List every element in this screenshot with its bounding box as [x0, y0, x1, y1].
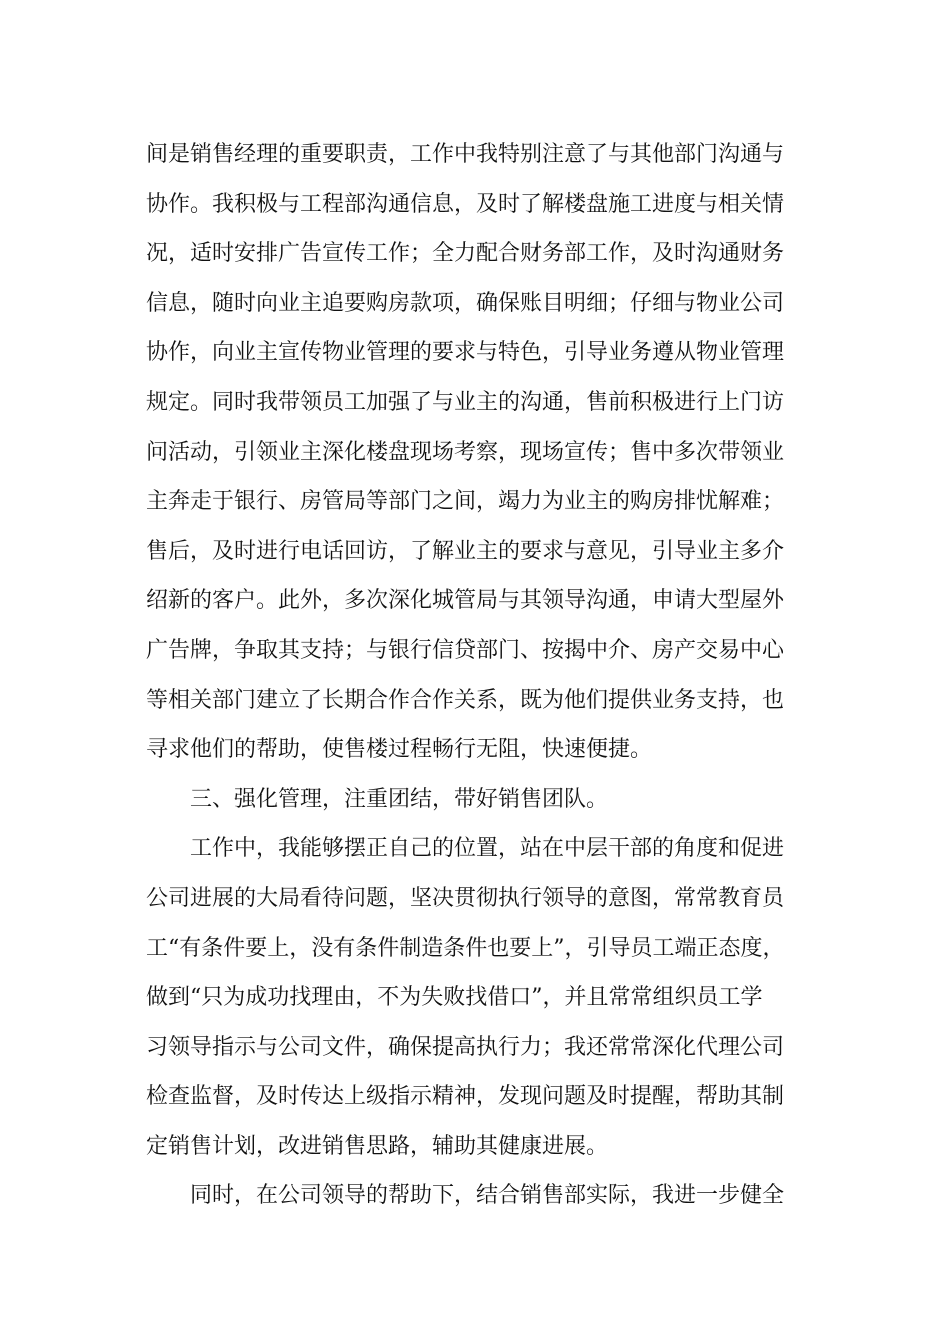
text-line: 公司进展的大局看待问题，坚决贯彻执行领导的意图，常常教育员 — [146, 885, 785, 911]
text-line: 问活动，引领业主深化楼盘现场考察，现场宣传；售中多次带领业 — [146, 439, 785, 465]
text-line: 寻求他们的帮助，使售楼过程畅行无阻，快速便捷。 — [146, 737, 653, 763]
text-line: 检查监督，及时传达上级指示精神，发现问题及时提醒，帮助其制 — [146, 1084, 785, 1110]
text-line: 同时，在公司领导的帮助下，结合销售部实际，我进一步健全 — [190, 1183, 785, 1209]
text-line: 做到“只为成功找理由，不为失败找借口”，并且常常组织员工学 — [146, 985, 763, 1011]
text-line: 工作中，我能够摆正自己的位置，站在中层干部的角度和促进 — [190, 836, 785, 862]
text-line: 等相关部门建立了长期合作合作关系，既为他们提供业务支持，也 — [146, 687, 785, 713]
text-line: 广告牌，争取其支持；与银行信贷部门、按揭中介、房产交易中心 — [146, 637, 785, 663]
text-line: 信息，随时向业主追要购房款项，确保账目明细；仔细与物业公司 — [146, 290, 785, 316]
text-line: 定销售计划，改进销售思路，辅助其健康进展。 — [146, 1133, 609, 1159]
text-line: 协作，向业主宣传物业管理的要求与特色，引导业务遵从物业管理 — [146, 340, 785, 366]
text-line: 习领导指示与公司文件，确保提高执行力；我还常常深化代理公司 — [146, 1034, 785, 1060]
text-line: 主奔走于银行、房管局等部门之间，竭力为业主的购房排忧解难； — [146, 489, 785, 515]
text-line: 协作。我积极与工程部沟通信息，及时了解楼盘施工进度与相关情 — [146, 191, 785, 217]
text-line: 绍新的客户。此外，多次深化城管局与其领导沟通，申请大型屋外 — [146, 588, 785, 614]
document-body — [146, 130, 816, 1221]
text-line: 售后，及时进行电话回访，了解业主的要求与意见，引导业主多介 — [146, 538, 785, 564]
text-line: 规定。同时我带领员工加强了与业主的沟通，售前积极进行上门访 — [146, 389, 785, 415]
section-heading: 三、强化管理，注重团结，带好销售团队。 — [190, 786, 609, 812]
text-line: 间是销售经理的重要职责，工作中我特别注意了与其他部门沟通与 — [146, 142, 785, 167]
text-line: 工“有条件要上，没有条件制造条件也要上”，引导员工端正态度， — [146, 935, 785, 961]
text-line: 况，适时安排广告宣传工作；全力配合财务部工作，及时沟通财务 — [146, 241, 785, 267]
